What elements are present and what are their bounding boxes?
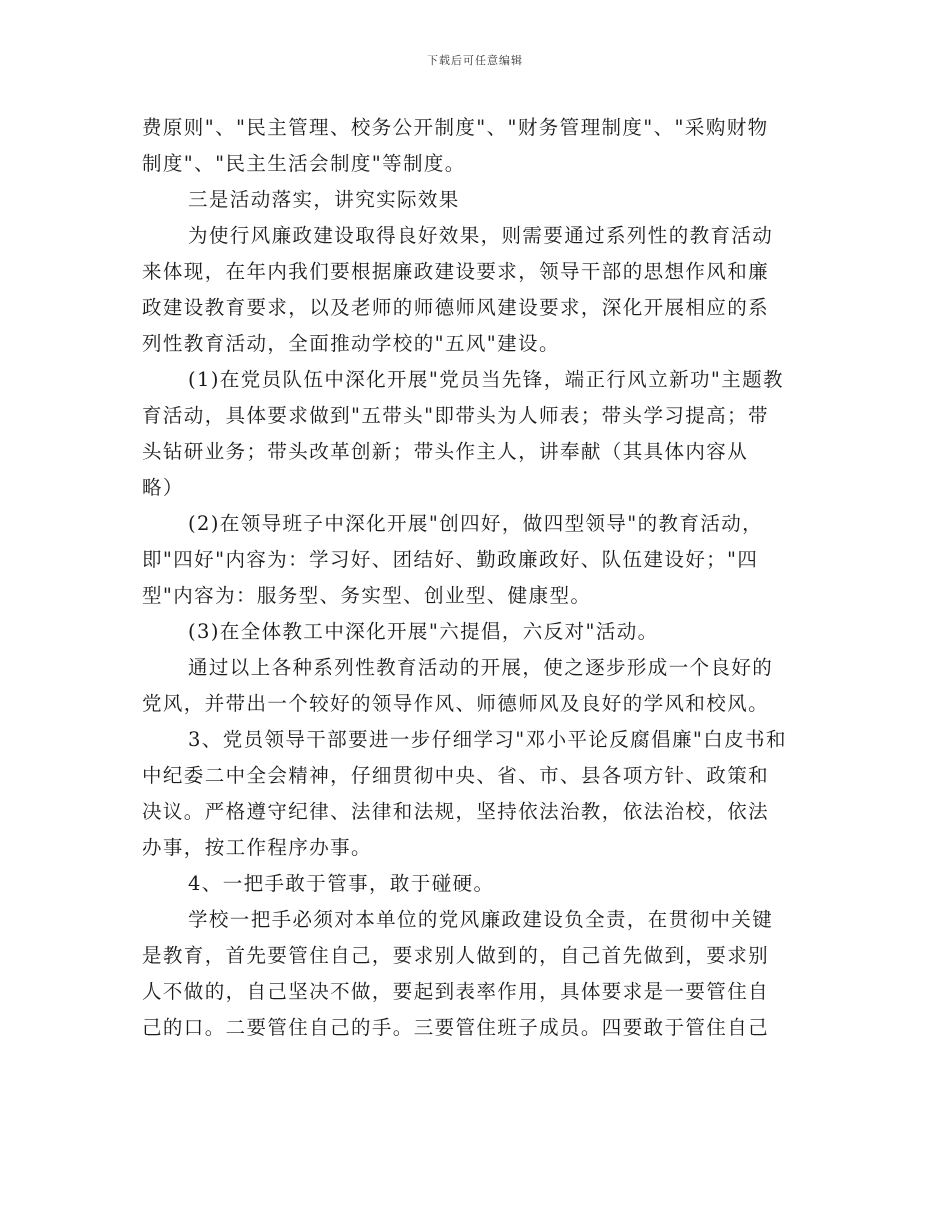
text-line: 4、一把手敢于管事，敢于碰硬。: [188, 872, 495, 895]
text-line: 三是活动落实，讲究实际效果: [188, 188, 460, 211]
text-line: 通过以上各种系列性教育活动的开展，使之逐步形成一个良好的: [188, 656, 774, 679]
text-line: 学校一把手必须对本单位的党风廉政建设负全责，在贯彻中关键: [188, 908, 774, 931]
text-line: 3、党员领导干部要进一步仔细学习"邓小平论反腐倡廉"白皮书和: [188, 728, 787, 751]
text-line: 列性教育活动，全面推动学校的"五风"建设。: [142, 332, 560, 355]
text-line: 制度"、"民主生活会制度"等制度。: [142, 152, 466, 175]
text-line: 头钻研业务；带头改革创新；带头作主人，讲奉献（其具体内容从: [142, 440, 749, 463]
text-line: (2)在领导班子中深化开展"创四好，做四型领导"的教育活动，: [188, 512, 764, 535]
text-line: 人不做的，自己坚决不做，要起到表率作用，具体要求是一要管住自: [142, 980, 770, 1003]
text-line: (3)在全体教工中深化开展"六提倡，六反对"活动。: [188, 620, 659, 643]
text-line: 费原则"、"民主管理、校务公开制度"、"财务管理制度"、"采购财物: [142, 116, 769, 139]
text-line: 办事，按工作程序办事。: [142, 836, 372, 859]
document-body: [142, 110, 810, 1046]
page-header: 下载后可任意编辑: [427, 54, 523, 67]
text-line: 政建设教育要求，以及老师的师德师风建设要求，深化开展相应的系: [142, 296, 770, 319]
text-line: 决议。严格遵守纪律、法律和法规，坚持依法治教，依法治校，依法: [142, 800, 770, 823]
text-line: 略）: [142, 476, 184, 499]
text-line: 型"内容为：服务型、务实型、创业型、健康型。: [142, 584, 592, 607]
text-line: 育活动，具体要求做到"五带头"即带头为人师表；带头学习提高；带: [142, 404, 769, 427]
text-line: 中纪委二中全会精神，仔细贯彻中央、省、市、县各项方针、政策和: [142, 764, 770, 787]
text-line: 来体现，在年内我们要根据廉政建设要求，领导干部的思想作风和廉: [142, 260, 770, 283]
text-line: 为使行风廉政建设取得良好效果，则需要通过系列性的教育活动: [188, 224, 774, 247]
text-line: 党风，并带出一个较好的领导作风、师德师风及良好的学风和校风。: [142, 692, 770, 715]
text-line: (1)在党员队伍中深化开展"党员当先锋，端正行风立新功"主题教: [188, 368, 784, 391]
text-line: 是教育，首先要管住自己，要求别人做到的，自己首先做到，要求别: [142, 944, 770, 967]
text-line: 己的口。二要管住自己的手。三要管住班子成员。四要敢于管住自己: [142, 1016, 770, 1039]
text-line: 即"四好"内容为：学习好、团结好、勤政廉政好、队伍建设好；"四: [142, 548, 759, 571]
